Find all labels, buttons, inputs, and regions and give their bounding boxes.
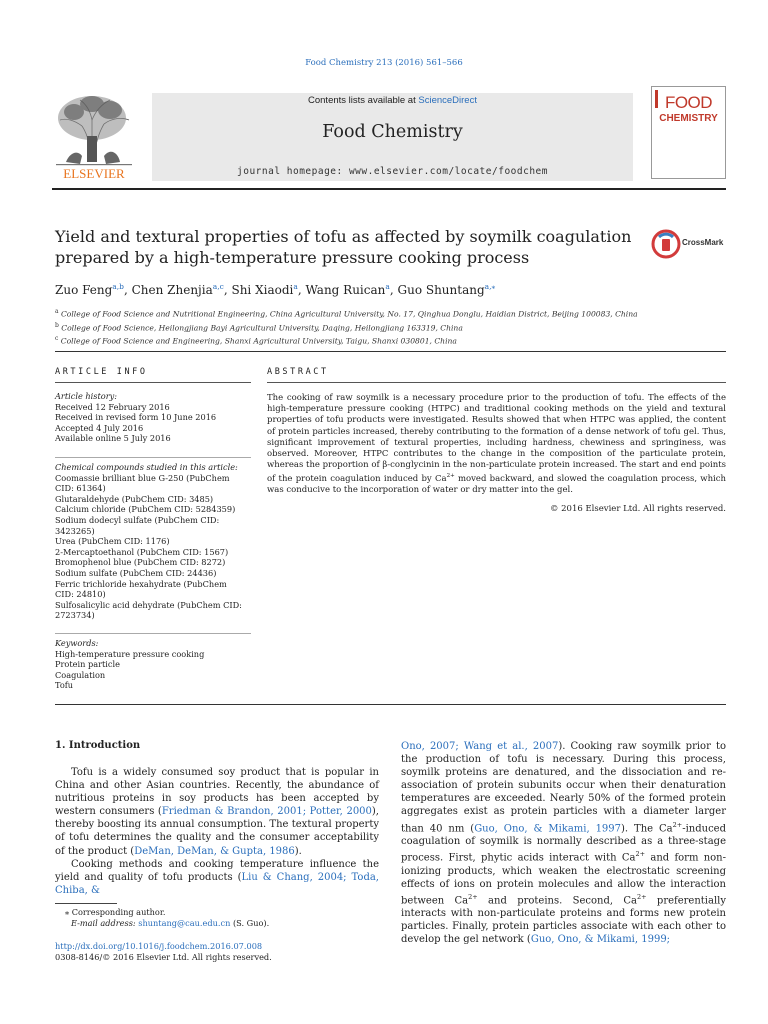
intro-right-column [401, 740, 726, 946]
affiliation-a: $^a$ College of Food Science and Nutritional Engineering, China Agricultural University, No. 17, Qinghua Donglu, Haidian District, Beijing 100083, China [55, 308, 638, 319]
journal-homepage[interactable]: journal homepage: www.elsevier.com/locate/foodchem [237, 166, 548, 177]
chemical-compounds [55, 462, 255, 621]
front-matter-rule [55, 351, 726, 352]
sciencedirect-link[interactable]: ScienceDirect [418, 95, 477, 106]
cover-title-food: FOOD [664, 93, 713, 112]
article-info-rule [55, 382, 251, 383]
compound-line: Calcium chloride (PubChem CID: 5284359) [55, 504, 236, 515]
journal-cover-thumbnail[interactable] [651, 86, 726, 179]
compound-line: Urea (PubChem CID: 1176) [55, 536, 170, 547]
keyword: Tofu [55, 680, 74, 691]
intro-left-column [55, 766, 379, 897]
author-name[interactable]: Shi Xiaodi [231, 283, 294, 297]
corresponding-author-footnote [55, 907, 385, 929]
intro-paragraph: Tofu is a widely consumed soy product that is popular in China and other Asian countries. Recently, the abundance of nutritious proteins in soy products has been accepted by western consumers (Friedman & Brandon, 2001; Potter, 2000), thereby boosting its annual consumption. The textural property of tofu determines the quality and the consumer acceptability of the product (DeMan, DeMan, & Gupta, 1986). [55, 767, 379, 857]
compounds-label: Chemical compounds studied in this article: [55, 462, 238, 472]
email-link[interactable]: shuntang@cau.edu.cn [138, 918, 231, 928]
abstract-end-rule [55, 704, 726, 705]
compound-line: Glutaraldehyde (PubChem CID: 3485) [55, 493, 214, 504]
compound-line: 3423265) [55, 525, 95, 536]
reference-link[interactable]: Ono, 2007; Wang et al., 2007 [401, 741, 559, 752]
keyword: Coagulation [55, 669, 106, 680]
compound-line: 2-Mercaptoethanol (PubChem CID: 1567) [55, 546, 229, 557]
header-rule [52, 188, 726, 190]
compound-line: Ferric trichloride hexahydrate (PubChem [55, 578, 227, 589]
compound-line: CID: 61364) [55, 483, 106, 494]
elsevier-logo [52, 90, 136, 182]
compound-line: Bromophenol blue (PubChem CID: 8272) [55, 557, 226, 568]
journal-name: Food Chemistry [322, 122, 463, 142]
keyword: High-temperature pressure cooking [55, 648, 205, 659]
reference-link[interactable]: Guo, Ono, & Mikami, 1997 [474, 822, 622, 834]
keyword: Protein particle [55, 659, 120, 670]
affiliation-b: $^b$ College of Food Science, Heilongjiang Bayi Agricultural University, Daqing, Heilongjiang 163319, China [55, 321, 463, 333]
article-title: Yield and textural properties of tofu as affected by soymilk coagulation prepared by a high-temperature pressure cooking process [55, 227, 632, 267]
email-line: E-mail address: shuntang@cau.edu.cn (S. Guo). [71, 918, 270, 928]
reference-link[interactable]: Friedman & Brandon, 2001; Potter, 2000 [161, 806, 372, 818]
history-item: Received in revised form 10 June 2016 [55, 412, 217, 423]
reference-link[interactable]: Liu & Chang, 2004; Toda, Chiba, & [55, 871, 379, 896]
crossmark-label[interactable]: CrossMark [682, 238, 724, 247]
abstract-heading: ABSTRACT [267, 367, 329, 377]
section-heading-introduction: 1. Introduction [55, 740, 141, 751]
cover-title-chemistry: CHEMISTRY [659, 113, 718, 124]
author-name[interactable]: Guo Shuntang [397, 283, 485, 297]
issn-copyright: 0308-8146/© 2016 Elsevier Ltd. All rights reserved. [55, 952, 272, 962]
abstract-copyright: © 2016 Elsevier Ltd. All rights reserved. [549, 504, 726, 514]
article-info-heading: ARTICLE INFO [55, 367, 148, 377]
contents-availability: Contents lists available at ScienceDirect [308, 95, 477, 106]
intro-paragraph: Cooking methods and cooking temperature influence the yield and quality of tofu products (Liu & Chang, 2004; Toda, Chiba, & [55, 858, 379, 896]
elsevier-wordmark: ELSEVIER [63, 166, 125, 181]
affiliation-c: $^c$ College of Food Science and Engineering, Shanxi Agricultural University, Taigu, Shanxi 030801, China [55, 335, 457, 346]
article-info-divider [55, 457, 251, 458]
article-history-label: Article history: [55, 391, 117, 401]
compound-line: Coomassie brilliant blue G-250 (PubChem [55, 472, 230, 483]
keywords-label: Keywords: [55, 638, 99, 648]
article-info-divider [55, 633, 251, 634]
compound-line: CID: 24810) [55, 589, 106, 600]
doi-block [55, 941, 385, 963]
abstract-rule [267, 382, 726, 383]
author-name[interactable]: Chen Zhenjia [131, 283, 213, 297]
author-name[interactable]: Zuo Feng [55, 283, 113, 297]
abstract-text: The cooking of raw soymilk is a necessary procedure prior to the production of tofu. The effects of the high-temperature pressure cooking (HTPC) and traditional cooking methods on the yield and textural properties of tofu products were investigated. Results showed that when HTPC was applied, the content of protein particles increased, thereby contributing to the formation of a dense network of tofu gel. Thus, significant improvement of textural properties, including hardness, chewiness and springiness, was observed. Moreover, HTPC contributes to the change in the composition of the particulate protein, whereas the proportion of β-conglycinin in the non-particulate protein increased. The start and end points of the protein coagulation induced by $Ca^{2+}$ moved backward, and slowed the coagulation process, which was conducive to the incorporation of water or dry matter into the gel. [267, 393, 726, 496]
keywords [55, 638, 255, 691]
history-item: Accepted 4 July 2016 [55, 422, 144, 433]
crossmark-icon[interactable] [651, 229, 681, 259]
compound-line: Sodium dodecyl sulfate (PubChem CID: [55, 514, 220, 525]
footnote-rule [55, 903, 117, 904]
compound-line: Sodium sulfate (PubChem CID: 24436) [55, 567, 217, 578]
compound-line: Sulfosalicylic acid dehydrate (PubChem CID: [55, 599, 242, 610]
history-item: Received 12 February 2016 [55, 401, 170, 412]
corresponding-author-note: ⁎ Corresponding author. [65, 907, 166, 917]
author-list: Zuo Feng$^{a,b}$, Chen Zhenjia$^{a,c}$, Shi Xiaodi$^a$, Wang Ruican$^a$, Guo Shuntang$^{a,⁎}$ [55, 282, 496, 297]
history-item: Available online 5 July 2016 [55, 433, 171, 444]
journal-citation-link[interactable]: Food Chemistry 213 (2016) 561–566 [305, 58, 463, 68]
intro-paragraph-continued: Ono, 2007; Wang et al., 2007). Cooking raw soymilk prior to the production of tofu is necessary. During this process, soymilk proteins are denatured, and the dissociation and re-association of protein subunits occur when their denaturation temperatures are exceeded. Nearly 50% of the formed protein aggregates exist as protein particles with a diameter larger than 40 nm (Guo, Ono, & Mikami, 1997). The $Ca^{2+}$-induced coagulation of soymilk is normally described as a three-stage process. First, phytic acids interact with $Ca^{2+}$ and form non-ionizing products, which weaken the electrostatic screening effects of ions on protein molecules and allow the interaction between $Ca^{2+}$ and proteins. Second, $Ca^{2+}$ preferentially interacts with non-particulate proteins and forms new protein particles. Finally, protein particles associate with each other to develop the gel network (Guo, Ono, & Mikami, 1999; [401, 741, 727, 946]
reference-link[interactable]: Guo, Ono, & Mikami, 1999; [530, 934, 671, 946]
affiliations [55, 306, 715, 347]
compound-line: 2723734) [55, 610, 95, 621]
doi-link[interactable]: http://dx.doi.org/10.1016/j.foodchem.2016.07.008 [55, 941, 263, 951]
author-name[interactable]: Wang Ruican [305, 283, 386, 297]
reference-link[interactable]: DeMan, DeMan, & Gupta, 1986 [134, 845, 295, 857]
article-history [55, 391, 255, 444]
